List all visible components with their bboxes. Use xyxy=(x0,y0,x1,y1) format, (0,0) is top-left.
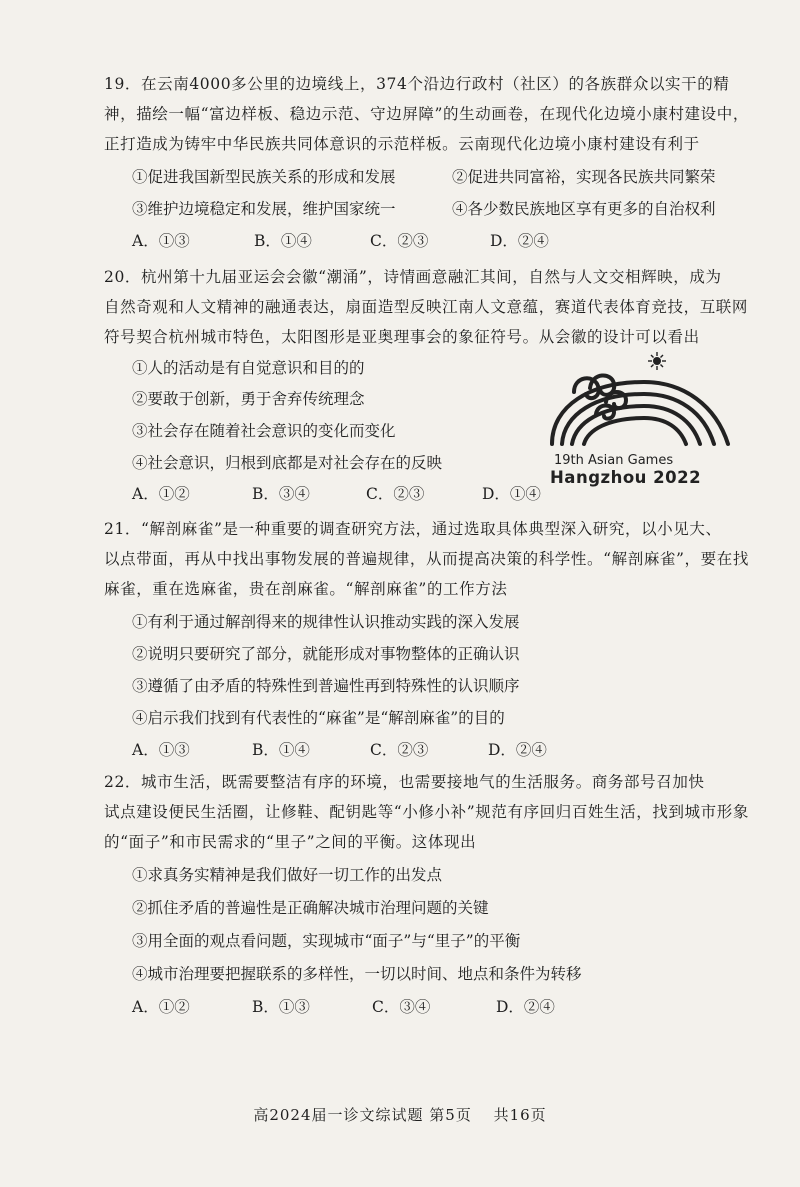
q22-choices xyxy=(132,996,555,1018)
q22-choice-c: C．③④ xyxy=(372,998,431,1016)
q21-option-4: ④启示我们找到有代表性的“麻雀”是“解剖麻雀”的目的 xyxy=(132,709,505,727)
q19-stem-line-3: 正打造成为铸牢中华民族共同体意识的示范样板。云南现代化边境小康村建设有利于 xyxy=(104,135,700,153)
q19-stem-line-2: 神，描绘一幅“富边样板、稳边示范、守边屏障”的生动画卷，在现代化边境小康村建设中， xyxy=(104,105,749,123)
q22-option-3: ③用全面的观点看问题，实现城市“面子”与“里子”的平衡 xyxy=(132,932,521,950)
emblem-graphic xyxy=(544,352,734,452)
q20-option-2: ②要敢于创新，勇于舍弃传统理念 xyxy=(132,390,365,408)
q21-stem-line-1: 21．“解剖麻雀”是一种重要的调查研究方法，通过选取具体典型深入研究，以小见大、 xyxy=(104,520,722,538)
q19-option-2: ②促进共同富裕，实现各民族共同繁荣 xyxy=(452,168,716,186)
q20-stem-line-2: 自然奇观和人文精神的融通表达，扇面造型反映江南人文意蕴，赛道代表体育竞技，互联网 xyxy=(104,298,749,316)
q21-option-1: ①有利于通过解剖得来的规律性认识推动实践的深入发展 xyxy=(132,613,520,631)
q22-option-2: ②抓住矛盾的普遍性是正确解决城市治理问题的关键 xyxy=(132,899,489,917)
q19-option-1: ①促进我国新型民族关系的形成和发展 xyxy=(132,168,396,186)
q19-option-3: ③维护边境稳定和发展，维护国家统一 xyxy=(132,200,396,218)
q19-choice-d: D．②④ xyxy=(490,232,549,250)
q19-stem-line-1: 19．在云南4000多公里的边境线上，374个沿边行政村（社区）的各族群众以实干的精 xyxy=(104,75,730,93)
wave-arcs xyxy=(552,382,728,444)
q21-choices xyxy=(132,739,547,761)
page-footer: 高2024届一诊文综试题 第5页 共16页 xyxy=(253,1106,547,1124)
q20-stem-line-1: 20．杭州第十九届亚运会会徽“潮涌”，诗情画意融汇其间，自然与人文交相辉映，成为 xyxy=(104,268,722,286)
asian-games-emblem xyxy=(544,352,734,488)
q20-stem-line-3: 符号契合杭州城市特色，太阳图形是亚奥理事会的象征符号。从会徽的设计可以看出 xyxy=(104,328,700,346)
q19-choice-b: B．①④ xyxy=(254,232,312,250)
q22-choice-a: A．①② xyxy=(132,998,190,1016)
q21-choice-b: B．①④ xyxy=(252,741,310,759)
q22-choice-d: D．②④ xyxy=(496,998,555,1016)
q20-choice-d: D．①④ xyxy=(482,485,541,503)
q22-option-1: ①求真务实精神是我们做好一切工作的出发点 xyxy=(132,866,443,884)
q20-option-4: ④社会意识，归根到底都是对社会存在的反映 xyxy=(132,454,443,472)
emblem-caption-line-1: 19th Asian Games xyxy=(554,453,674,468)
q19-choice-a: A．①③ xyxy=(132,232,190,250)
sun-icon xyxy=(648,352,666,370)
q22-stem-line-1: 22．城市生活，既需要整洁有序的环境，也需要接地气的生活服务。商务部号召加快 xyxy=(104,773,705,791)
q20-choice-c: C．②③ xyxy=(366,485,425,503)
emblem-caption-line-2: Hangzhou 2022 xyxy=(550,468,702,487)
q21-stem-line-3: 麻雀，重在选麻雀，贵在剖麻雀。“解剖麻雀”的工作方法 xyxy=(104,580,508,598)
q22-choice-b: B．①③ xyxy=(252,998,310,1016)
q22-stem-line-3: 的“面子”和市民需求的“里子”之间的平衡。这体现出 xyxy=(104,833,477,851)
q21-stem-line-2: 以点带面，再从中找出事物发展的普遍规律，从而提高决策的科学性。“解剖麻雀”，要在找 xyxy=(104,550,749,568)
q19-choice-c: C．②③ xyxy=(370,232,429,250)
q20-choices xyxy=(132,483,541,505)
q19-choices xyxy=(132,230,549,252)
q21-choice-d: D．②④ xyxy=(488,741,547,759)
q20-option-3: ③社会存在随着社会意识的变化而变化 xyxy=(132,422,396,440)
q19-option-4: ④各少数民族地区享有更多的自治权利 xyxy=(452,200,716,218)
q21-option-3: ③遵循了由矛盾的特殊性到普遍性再到特殊性的认识顺序 xyxy=(132,677,520,695)
q21-choice-c: C．②③ xyxy=(370,741,429,759)
q22-stem-line-2: 试点建设便民生活圈，让修鞋、配钥匙等“小修小补”规范有序回归百姓生活，找到城市形象 xyxy=(104,803,749,821)
q20-choice-b: B．③④ xyxy=(252,485,310,503)
q22-option-4: ④城市治理要把握联系的多样性，一切以时间、地点和条件为转移 xyxy=(132,965,582,983)
q20-option-1: ①人的活动是有自觉意识和目的的 xyxy=(132,359,365,377)
q21-option-2: ②说明只要研究了部分，就能形成对事物整体的正确认识 xyxy=(132,645,520,663)
q20-choice-a: A．①② xyxy=(132,485,190,503)
q21-choice-a: A．①③ xyxy=(132,741,190,759)
